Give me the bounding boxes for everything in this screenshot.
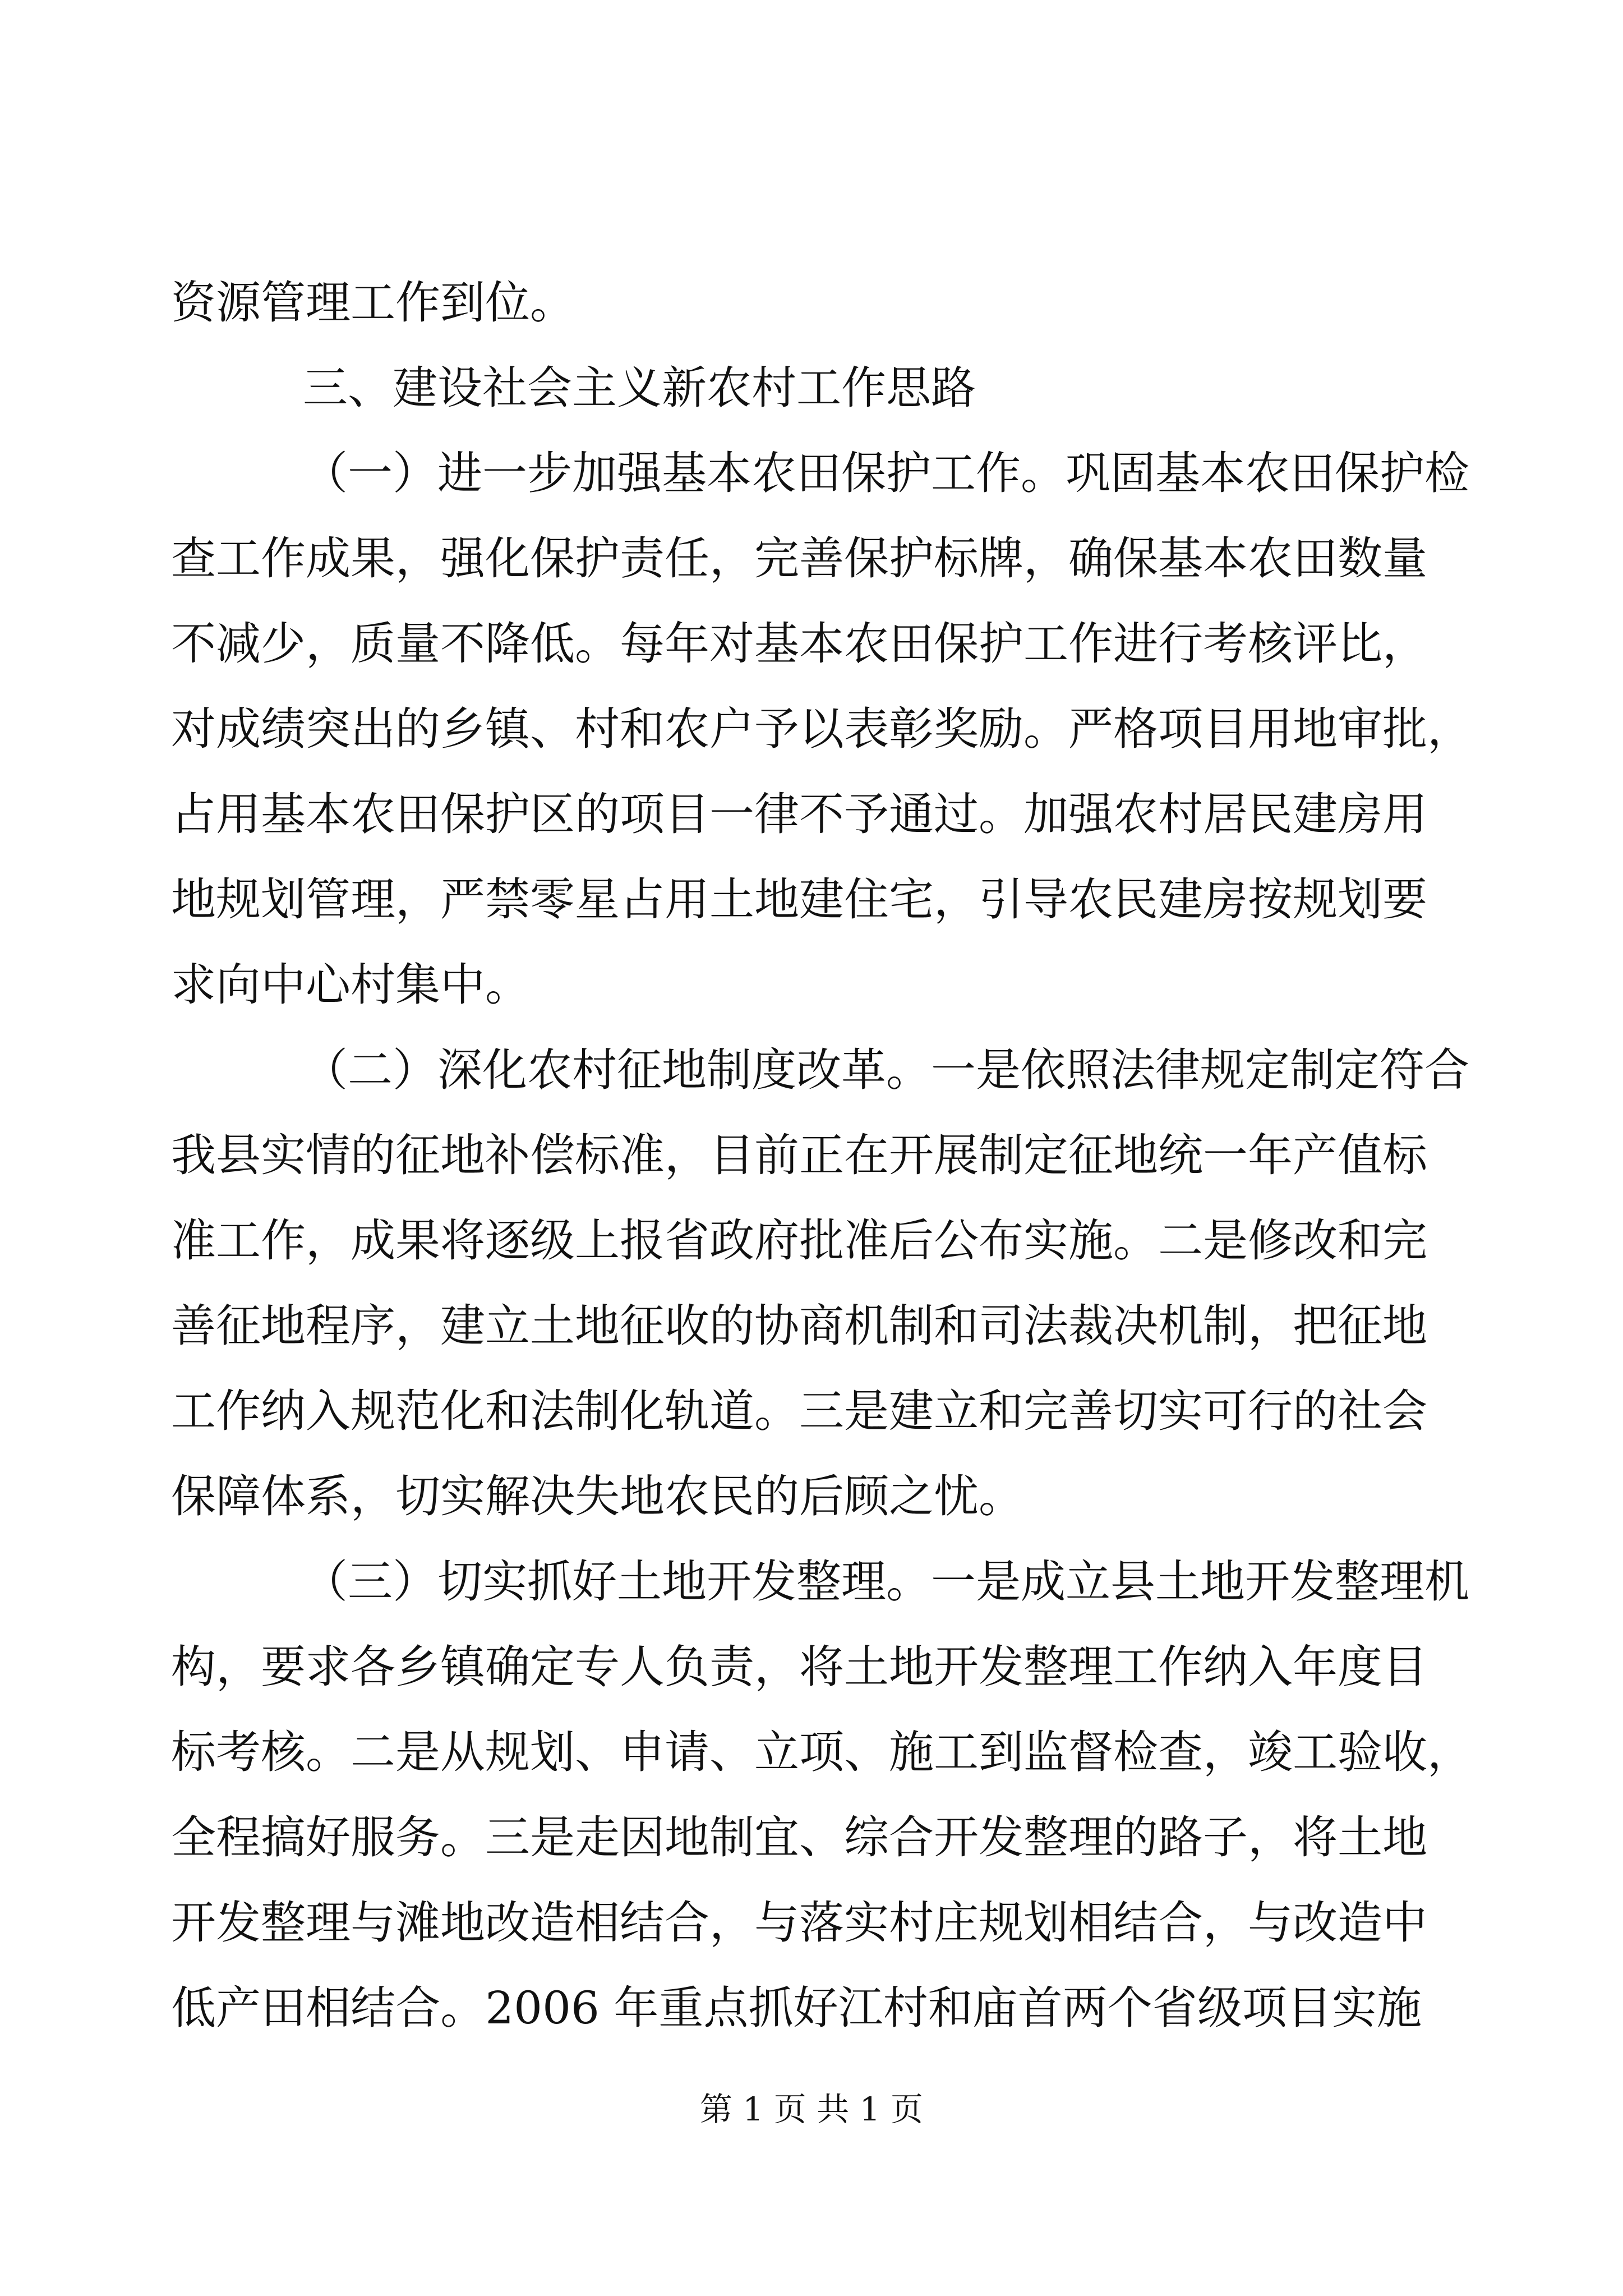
text-line: 工作纳入规范化和法制化轨道。三是建立和完善切实可行的社会 bbox=[171, 1385, 1427, 1437]
text-line: 占用基本农田保护区的项目一律不予通过。加强农村居民建房用 bbox=[171, 788, 1427, 840]
text-line: （三）切实抓好土地开发整理。一是成立县土地开发整理机 bbox=[303, 1556, 1469, 1608]
text-line: 三、建设社会主义新农村工作思路 bbox=[303, 362, 976, 414]
text-line: 低产田相结合。2006 年重点抓好江村和庙首两个省级项目实施 bbox=[171, 1982, 1422, 2034]
page-footer: 第 1 页 共 1 页 bbox=[700, 2090, 923, 2128]
text-line: 地规划管理，严禁零星占用土地建住宅，引导农民建房按规划要 bbox=[171, 873, 1427, 926]
text-line: （二）深化农村征地制度改革。一是依照法律规定制定符合 bbox=[303, 1044, 1469, 1096]
text-line: 我县实情的征地补偿标准，目前正在开展制定征地统一年产值标 bbox=[171, 1129, 1427, 1181]
text-line: 准工作，成果将逐级上报省政府批准后公布实施。二是修改和完 bbox=[171, 1214, 1427, 1267]
text-line: 全程搞好服务。三是走因地制宜、综合开发整理的路子，将土地 bbox=[171, 1811, 1427, 1864]
text-line: （一）进一步加强基本农田保护工作。巩固基本农田保护检 bbox=[303, 447, 1469, 499]
text-line: 标考核。二是从规划、申请、立项、施工到监督检查，竣工验收， bbox=[171, 1726, 1472, 1778]
text-line: 资源管理工作到位。 bbox=[171, 277, 575, 329]
text-line: 开发整理与滩地改造相结合，与落实村庄规划相结合，与改造中 bbox=[171, 1897, 1427, 1949]
text-line: 对成绩突出的乡镇、村和农户予以表彰奖励。严格项目用地审批， bbox=[171, 703, 1472, 755]
text-line: 查工作成果，强化保护责任，完善保护标牌，确保基本农田数量 bbox=[171, 532, 1427, 585]
text-line: 保障体系，切实解决失地农民的后顾之忧。 bbox=[171, 1470, 1023, 1522]
text-line: 不减少，质量不降低。每年对基本农田保护工作进行考核评比， bbox=[171, 618, 1427, 670]
text-line: 求向中心村集中。 bbox=[171, 959, 530, 1011]
text-line: 构，要求各乡镇确定专人负责，将土地开发整理工作纳入年度目 bbox=[171, 1641, 1427, 1693]
text-line: 善征地程序，建立土地征收的协商机制和司法裁决机制，把征地 bbox=[171, 1300, 1427, 1352]
